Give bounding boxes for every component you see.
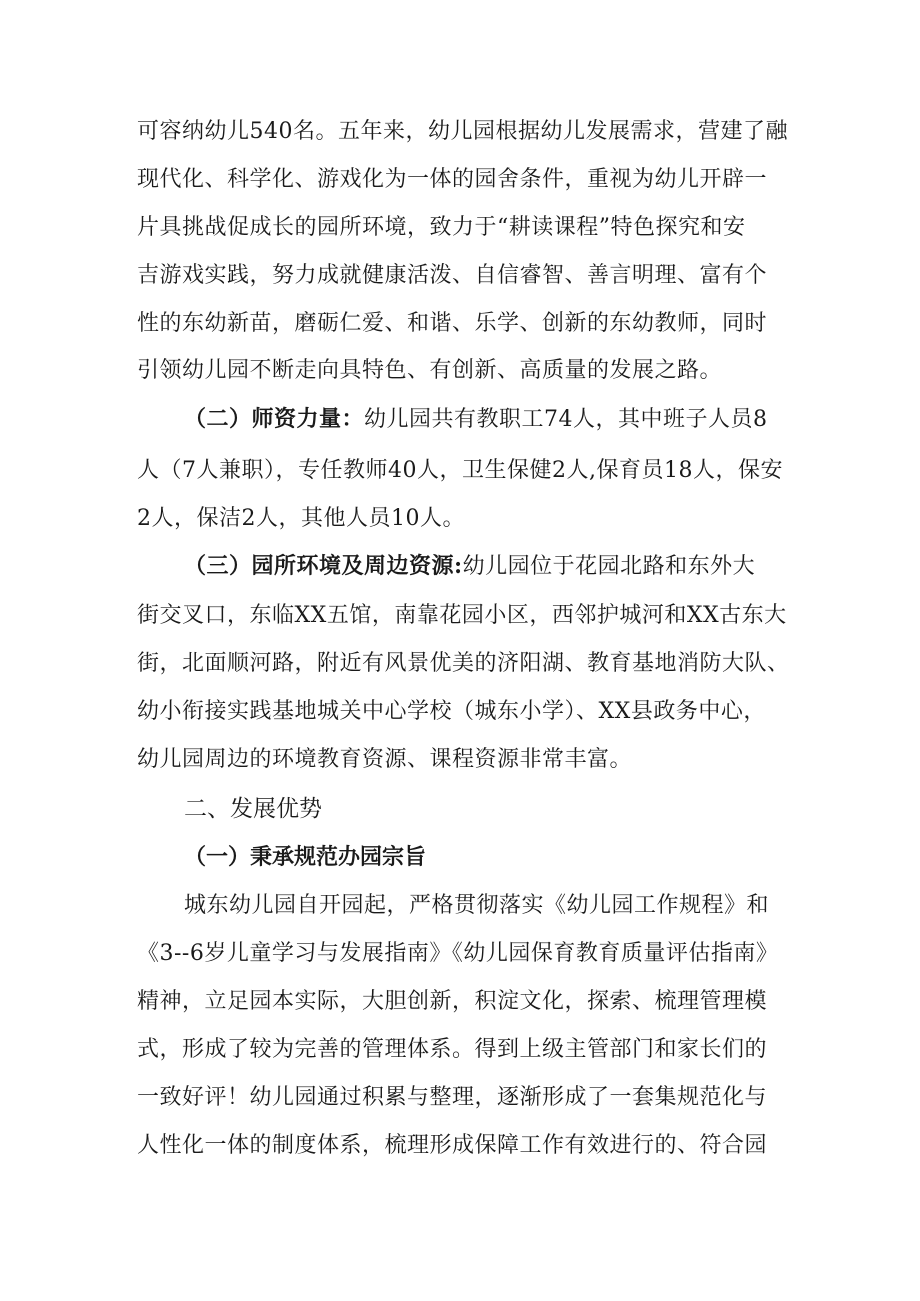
paragraph-line: 幼儿园周边的环境教育资源、课程资源非常丰富。 — [137, 747, 633, 772]
paragraph-line: 幼小衔接实践基地城关中心学校（城东小学）、XX县政务中心， — [137, 699, 766, 724]
staff-paragraph-first-line — [184, 404, 804, 435]
paragraph-line: 引领幼儿园不断走向具特色、有创新、高质量的发展之路。 — [137, 358, 723, 383]
paragraph-line: 可容纳幼儿540名。五年来，幼儿园根据幼儿发展需求，营建了融 — [137, 119, 788, 144]
paragraph-line: 片具挑战促成长的园所环境，致力于“耕读课程”特色探究和安 — [137, 215, 746, 240]
paragraph-line: 街交叉口，东临XX五馆，南靠花园小区，西邻护城河和XX古东大 — [137, 603, 787, 628]
paragraph-line: 式，形成了较为完善的管理体系。得到上级主管部门和家长们的 — [137, 1037, 768, 1062]
paragraph-line: 街，北面顺河路，附近有风景优美的济阳湖、教育基地消防大队、 — [137, 651, 790, 676]
staff-label: （二）师资力量： — [184, 406, 365, 432]
subsection-heading: （一）秉承规范办园宗旨 — [184, 844, 427, 870]
paragraph-first-line: 城东幼儿园自开园起，严格贯彻落实《幼儿园工作规程》和 — [184, 893, 770, 918]
paragraph-line: 一致好评！幼儿园通过积累与整理，逐渐形成了一套集规范化与 — [137, 1085, 768, 1110]
paragraph-line: 人（7人兼职），专任教师40人，卫生保健2人,保育员18人，保安 — [137, 458, 783, 483]
environment-paragraph-first-line — [184, 551, 804, 582]
paragraph-line: 人性化一体的制度体系，梳理形成保障工作有效进行的、符合园 — [137, 1133, 768, 1158]
environment-label: （三）园所环境及周边资源: — [184, 553, 463, 579]
paragraph-line: 现代化、科学化、游戏化为一体的园舍条件，重视为幼儿开辟一 — [137, 167, 768, 192]
environment-text: 幼儿园位于花园北路和东外大 — [462, 554, 756, 579]
paragraph-line: 2人，保洁2人，其他人员10人。 — [137, 506, 465, 531]
paragraph-line: 《3--6岁儿童学习与发展指南》《幼儿园保育教育质量评估指南》 — [137, 941, 779, 966]
section-heading: 二、发展优势 — [184, 796, 322, 822]
paragraph-line: 性的东幼新苗，磨砺仁爱、和谐、乐学、创新的东幼教师，同时 — [137, 311, 768, 336]
paragraph-line: 精神，立足园本实际，大胆创新，积淀文化，探索、梳理管理模 — [137, 989, 768, 1014]
paragraph-line: 吉游戏实践，努力成就健康活泼、自信睿智、善言明理、富有个 — [137, 263, 768, 288]
staff-text: 幼儿园共有教职工74人，其中班子人员8 — [364, 407, 768, 432]
